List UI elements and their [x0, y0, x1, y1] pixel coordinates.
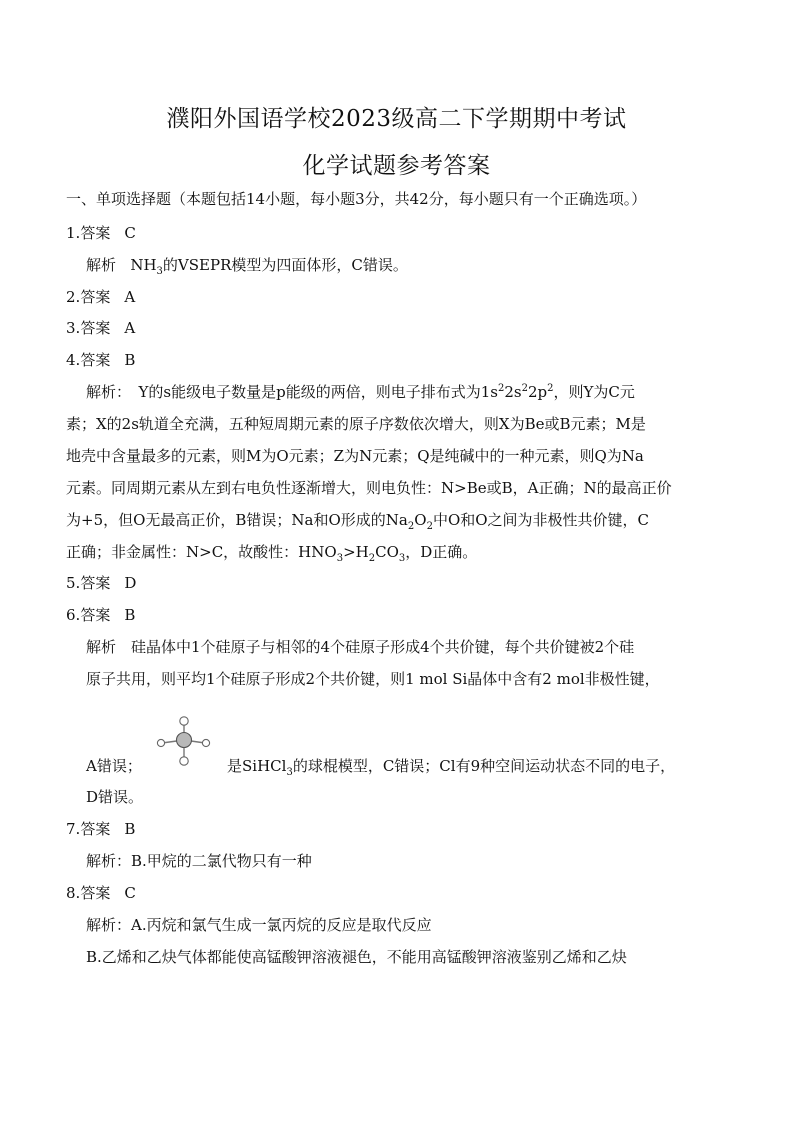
text-run: 的VSEPR模型为四面体形，C错误。 — [162, 256, 408, 274]
answer-number: 7. — [66, 820, 81, 838]
answer-row — [66, 223, 136, 243]
answer-value: B — [124, 820, 136, 838]
answer-row — [66, 287, 135, 307]
explanation-line: 地壳中含量最多的元素，则M为O元素；Z为N元素；Q是纯碱中的一种元素，则Q为Na — [66, 447, 644, 465]
superscript: 2 — [497, 383, 505, 394]
answer-value: B — [124, 351, 136, 369]
subscript: 2 — [407, 521, 415, 532]
text-run: 2s — [504, 383, 522, 401]
explanation-line: 解析：B.甲烷的二氯代物只有一种 — [86, 852, 312, 870]
text-run: ，D正确。 — [405, 543, 478, 561]
answer-label: 答案 — [80, 884, 111, 902]
explanation-line: 元素。同周期元素从左到右电负性逐渐增大，则电负性：N>Be或B，A正确；N的最高正价 — [66, 479, 672, 497]
answer-label: 答案 — [80, 820, 111, 838]
answer-value: C — [124, 224, 136, 242]
answer-row — [66, 350, 135, 370]
explanation-line — [227, 756, 675, 776]
answer-number: 1. — [66, 224, 81, 242]
answer-number: 8. — [66, 884, 81, 902]
answer-value: A — [124, 319, 136, 337]
subscript: 3 — [336, 553, 344, 564]
text-run: NH — [130, 256, 157, 274]
answer-row — [66, 605, 135, 625]
text-run: 为+5，但O无最高正价，B错误；Na和O形成的Na — [66, 511, 408, 529]
text-run: 的球棍模型，C错误；Cl有9种空间运动状态不同的电子， — [292, 757, 676, 775]
answer-value: B — [124, 606, 136, 624]
subscript: 3 — [156, 266, 163, 277]
text-run: A错误； — [86, 757, 142, 775]
answer-row — [66, 318, 135, 338]
explanation-line — [86, 255, 408, 275]
answer-number: 6. — [66, 606, 81, 624]
explanation-line — [86, 756, 142, 776]
text-run: 中O和O之间为非极性共价键，C — [432, 511, 650, 529]
subscript: 2 — [426, 521, 433, 532]
document-title: 濮阳外国语学校2023级高二下学期期中考试 — [166, 106, 627, 132]
explanation-line: 素；X的2s轨道全充满，五种短周期元素的原子序数依次增大，则X为Be或B元素；M是 — [66, 415, 646, 433]
document-subtitle: 化学试题参考答案 — [302, 153, 491, 179]
superscript: 2 — [521, 383, 528, 394]
text-run: CO — [375, 543, 399, 561]
answer-label: 答案 — [80, 224, 111, 242]
text-run: >H — [343, 543, 369, 561]
text-run: 2p — [527, 383, 548, 401]
answer-value: D — [124, 574, 137, 592]
text-run: 解析： Y的s能级电子数量是p能级的两倍，则电子排布式为1s — [86, 383, 498, 401]
explanation-line: 解析 硅晶体中1个硅原子与相邻的4个硅原子形成4个共价键，每个共价键被2个硅 — [86, 638, 635, 656]
explanation-line: B.乙烯和乙炔气体都能使高锰酸钾溶液褪色，不能用高锰酸钾溶液鉴别乙烯和乙炔 — [86, 948, 627, 966]
answer-row — [66, 819, 135, 839]
answer-value: A — [124, 288, 136, 306]
text-run: 正确；非金属性：N>C，故酸性：HNO — [66, 543, 337, 561]
answer-number: 3. — [66, 319, 81, 337]
answer-label: 答案 — [80, 574, 111, 592]
answer-value: C — [124, 884, 136, 902]
explanation-line: D错误。 — [86, 788, 144, 806]
subscript: 3 — [286, 767, 293, 778]
answer-label: 答案 — [80, 288, 111, 306]
subscript: 3 — [398, 553, 406, 564]
text-run: ，则Y为C元 — [553, 383, 635, 401]
answer-number: 2. — [66, 288, 81, 306]
explanation-line — [66, 542, 477, 562]
section-header: 一、单项选择题（本题包括14小题，每小题3分，共42分，每小题只有一个正确选项。） — [66, 190, 647, 208]
answer-label: 答案 — [80, 351, 111, 369]
superscript: 2 — [547, 383, 554, 394]
text-run: O — [414, 511, 427, 529]
subscript: 2 — [368, 553, 376, 564]
answer-number: 4. — [66, 351, 81, 369]
text-run: 是SiHCl — [227, 757, 287, 775]
answer-row — [66, 883, 136, 903]
answer-label: 答案 — [80, 606, 111, 624]
answer-row — [66, 573, 136, 593]
explanation-line: 解析：A.丙烷和氯气生成一氯丙烷的反应是取代反应 — [86, 916, 432, 934]
answer-number: 5. — [66, 574, 81, 592]
answer-label: 答案 — [80, 319, 111, 337]
explanation-line: 原子共用，则平均1个硅原子形成2个共价键，则1 mol Si晶体中含有2 mol非极性键， — [86, 670, 660, 688]
explanation-line — [66, 510, 649, 530]
ball-and-stick-model-image — [150, 714, 220, 770]
explanation-line — [86, 382, 635, 402]
explanation-label: 解析 — [86, 256, 117, 274]
